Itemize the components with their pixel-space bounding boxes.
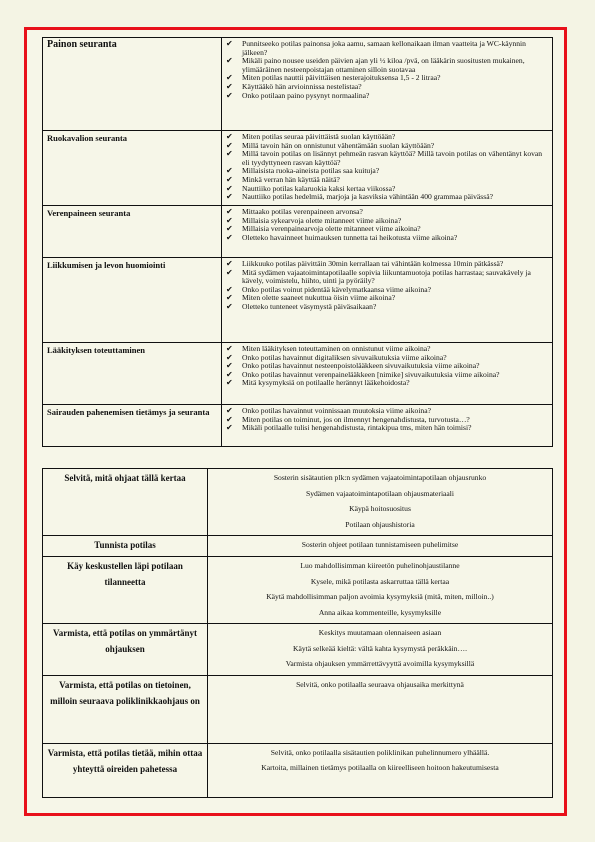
checklist-item xyxy=(226,92,548,101)
checkmark-icon: ✔ xyxy=(226,259,233,268)
guidance-content xyxy=(208,536,553,557)
guidance-line: Luo mahdollisimman kiireetön puhelinohjaustilanne xyxy=(300,561,460,570)
checklist-item-text: Millä tavoin potilas on lisännyt pehmeän rasvan käyttöä? Millä tavoin potilas on vähentänyt kovan eli tyydyttyneen rasvan käyttöä? xyxy=(242,149,543,167)
checkmark-icon: ✔ xyxy=(226,267,233,277)
checklist-row xyxy=(43,405,553,447)
guidance-row xyxy=(43,536,553,557)
checkmark-icon: ✔ xyxy=(226,284,233,294)
guidance-step: Varmista, että potilas on tietoinen, milloin seuraava poliklinikkaohjaus on xyxy=(43,675,208,743)
guidance-content xyxy=(208,743,553,797)
checklist-item-text: Onko potilaan paino pysynyt normaalina? xyxy=(242,90,370,100)
guidance-line: Anna aikaa kommenteille, kysymyksille xyxy=(318,607,442,617)
guidance-line: Kartoita, millainen tietämys potilaalla on kiireelliseen hoitoon hakeutumisesta xyxy=(261,763,499,772)
checklist-item xyxy=(226,150,548,167)
guidance-line: Selvitä, onko potilaalla seuraava ohjausaika merkittynä xyxy=(296,679,464,689)
checkmark-icon: ✔ xyxy=(226,369,233,379)
checklist-questions xyxy=(222,258,553,343)
checklist-item-text: Onko potilas voinut pidentää kävelymatkaansa viime aikoina? xyxy=(242,284,431,294)
guidance-step: Tunnista potilas xyxy=(43,536,208,557)
guidance-table xyxy=(42,468,553,798)
guidance-step: Varmista, että potilas tietää, mihin ottaa yhteyttä oireiden pahetessa xyxy=(43,743,208,797)
checklist-item-text: Onko potilas havainnut nesteenpoistolääkkeen sivuvaikutuksia viime aikoina? xyxy=(242,361,480,371)
checklist-item xyxy=(226,269,548,286)
guidance-row xyxy=(43,743,553,797)
checkmark-icon: ✔ xyxy=(226,140,233,150)
checklist-item-text: Miten potilas nauttii päivittäisen nesterajoituksensa 1,5 - 2 litraa? xyxy=(242,73,441,83)
guidance-line: Sydämen vajaatoimintapotilaan ohjausmateriaali xyxy=(305,488,455,498)
checklist-item-text: Mitä sydämen vajaatoimintapotilaalle sopivia liikuntamuotoja potilas harrastaa; sauvakävely ja kävely, voimistelu, hiihto, uinti ja pyöräily? xyxy=(242,267,531,286)
guidance-line: Kysele, mikä potilasta askarruttaa tällä kertaa xyxy=(310,576,450,586)
checkmark-icon: ✔ xyxy=(226,90,233,100)
checklist-item xyxy=(226,379,548,388)
checkmark-icon: ✔ xyxy=(226,39,233,48)
guidance-row xyxy=(43,557,553,624)
checklist-questions xyxy=(222,131,553,206)
checkmark-icon: ✔ xyxy=(226,192,233,202)
checklist-item-text: Millaisia verenpainearvoja olette mitanneet viime aikoina? xyxy=(242,224,421,234)
checklist-item-text: Onko potilas havainnut digitaliksen sivuvaikutuksia viime aikoina? xyxy=(242,352,447,362)
checkmark-icon: ✔ xyxy=(226,293,233,303)
checklist-row xyxy=(43,343,553,405)
checkmark-icon: ✔ xyxy=(226,352,233,362)
checklist-item-text: Oletteko tunteneet väsymystä päiväsaikaan? xyxy=(242,301,377,311)
guidance-step: Varmista, että potilas on ymmärtänyt ohjauksen xyxy=(43,624,208,676)
guidance-line: Käytä mahdollisimman paljon avoimia kysymyksiä (mitä, miten, milloin..) xyxy=(266,592,494,601)
checkmark-icon: ✔ xyxy=(226,183,233,193)
checkmark-icon: ✔ xyxy=(226,56,233,66)
guidance-line: Käypä hoitosuositus xyxy=(349,504,411,513)
guidance-step: Käy keskustellen läpi potilaan tilanneetta xyxy=(43,557,208,624)
checklist-item xyxy=(226,424,548,433)
checklist-item-text: Nauttiiko potilas hedelmiä, marjoja ja kasviksia vähintään 400 grammaa päivässä? xyxy=(242,192,493,202)
checkmark-icon: ✔ xyxy=(226,174,233,184)
checklist-item xyxy=(226,234,548,243)
checklist-item xyxy=(226,303,548,312)
checklist-item-text: Miten lääkityksen toteuttaminen on onnistunut viime aikoina? xyxy=(242,344,431,353)
checklist-row xyxy=(43,258,553,343)
checkmark-icon: ✔ xyxy=(226,132,233,141)
checklist-item-text: Onko potilas havainnut voinnissaan muutoksia viime aikoina? xyxy=(242,406,431,415)
guidance-row xyxy=(43,675,553,743)
checkmark-icon: ✔ xyxy=(226,81,233,91)
checklist-item-text: Onko potilas havainnut verenpainelääkkeen [nimike] sivuvaikutuksia viime aikoina? xyxy=(242,369,500,379)
checkmark-icon: ✔ xyxy=(226,301,233,311)
guidance-step: Selvitä, mitä ohjaat tällä kertaa xyxy=(43,469,208,536)
checkmark-icon: ✔ xyxy=(226,344,233,353)
checklist-topic: Verenpaineen seuranta xyxy=(43,206,222,258)
checkmark-icon: ✔ xyxy=(226,215,233,225)
checkmark-icon: ✔ xyxy=(226,232,233,242)
checklist-questions xyxy=(222,343,553,405)
guidance-line: Selvitä, onko potilaalla sisätautien poliklinikan puhelinnumero ylhäällä. xyxy=(270,747,490,757)
guidance-row xyxy=(43,469,553,536)
checklist-item-text: Miten potilas seuraa päivittäistä suolan käyttöään? xyxy=(242,132,396,141)
checkmark-icon: ✔ xyxy=(226,414,233,424)
checklist-row xyxy=(43,206,553,258)
checkmark-icon: ✔ xyxy=(226,224,233,234)
checkmark-icon: ✔ xyxy=(226,166,233,176)
checklist-item xyxy=(226,57,548,74)
checklist-item-text: Minkä verran hän käyttää näitä? xyxy=(242,174,340,184)
checklist-item-text: Punnitseeko potilas painonsa joka aamu, samaan kellonaikaan ilman vaatteita ja WC-käynnin jälkeen? xyxy=(242,39,526,57)
checklist-item-text: Käyttääkö hän arvioinnissa nestelistaa? xyxy=(242,81,362,91)
checklist-questions xyxy=(222,405,553,447)
guidance-row xyxy=(43,624,553,676)
checkmark-icon: ✔ xyxy=(226,378,233,388)
checklist-item-text: Millä tavoin hän on onnistunut vähentämään suolan käyttöään? xyxy=(242,140,435,150)
checklist-topic: Painon seuranta xyxy=(43,38,222,131)
guidance-line: Käytä selkeää kieltä: vältä kahta kysymystä peräkkäin…. xyxy=(293,643,467,653)
checkmark-icon: ✔ xyxy=(226,207,233,216)
monitoring-checklist-table xyxy=(42,37,553,447)
checklist-topic: Sairauden pahenemisen tietämys ja seuranta xyxy=(43,405,222,447)
checklist-topic: Lääkityksen toteuttaminen xyxy=(43,343,222,405)
checklist-item-text: Millaisista ruoka-aineista potilas saa kuituja? xyxy=(242,166,380,176)
checklist-questions xyxy=(222,38,553,131)
checklist-row xyxy=(43,131,553,206)
checklist-questions xyxy=(222,206,553,258)
checklist-item-text: Mittaako potilas verenpaineen arvonsa? xyxy=(242,207,363,216)
guidance-content xyxy=(208,557,553,624)
guidance-content xyxy=(208,624,553,676)
checklist-item-text: Mikäli potilaalle tulisi hengenahdistusta, rintakipua tms, miten hän toimisi? xyxy=(242,423,472,433)
guidance-content xyxy=(208,675,553,743)
checklist-item-text: Millaisia sykearvoja olette mitanneet viime aikoina? xyxy=(242,215,402,225)
checklist-topic: Liikkumisen ja levon huomiointi xyxy=(43,258,222,343)
guidance-line: Varmista ohjauksen ymmärrettävyyttä avoimilla kysymyksillä xyxy=(285,659,475,668)
checklist-item-text: Liikkuuko potilas päivittäin 30min kerrallaan tai vähintään kolmessa 10min pätkässä? xyxy=(242,259,504,268)
checkmark-icon: ✔ xyxy=(226,361,233,371)
checklist-topic: Ruokavalion seuranta xyxy=(43,131,222,206)
guidance-line: Potilaan ohjaushistoria xyxy=(345,519,415,529)
checkmark-icon: ✔ xyxy=(226,406,233,415)
checkmark-icon: ✔ xyxy=(226,423,233,433)
checklist-item-text: Mikäli paino nousee useiden päivien ajan yli ½ kiloa /pvä, on lääkärin suositusten mukainen, ylimääräinen nesteenpoistajan ottaminen silloin suotavaa xyxy=(242,56,525,74)
guidance-line: Sosterin sisätautien plk:n sydämen vajaatoimintapotilaan ohjausrunko xyxy=(273,473,487,482)
guidance-content xyxy=(208,469,553,536)
checklist-item-text: Miten olette saaneet nukuttua öisin viime aikoina? xyxy=(242,293,396,303)
checklist-item xyxy=(226,193,548,202)
checklist-item-text: Nauttiiko potilas kalaruokia kaksi kertaa viikossa? xyxy=(242,183,396,193)
checklist-item-text: Miten potilas on toiminut, jos on ilmennyt hengenahdistusta, turvotusta…? xyxy=(242,414,470,424)
checklist-item xyxy=(226,40,548,57)
checklist-item-text: Oletteko havainneet huimauksen tunnetta tai heikotusta viime aikoina? xyxy=(242,232,458,242)
guidance-line: Sosterin ohjeet potilaan tunnistamiseen puhelimitse xyxy=(301,540,459,549)
checklist-row xyxy=(43,38,553,131)
checklist-item-text: Mitä kysymyksiä on potilaalle herännyt lääkehoidosta? xyxy=(242,378,410,388)
checkmark-icon: ✔ xyxy=(226,149,233,159)
guidance-line: Keskitys muutamaan olennaiseen asiaan xyxy=(318,628,442,637)
checkmark-icon: ✔ xyxy=(226,73,233,83)
